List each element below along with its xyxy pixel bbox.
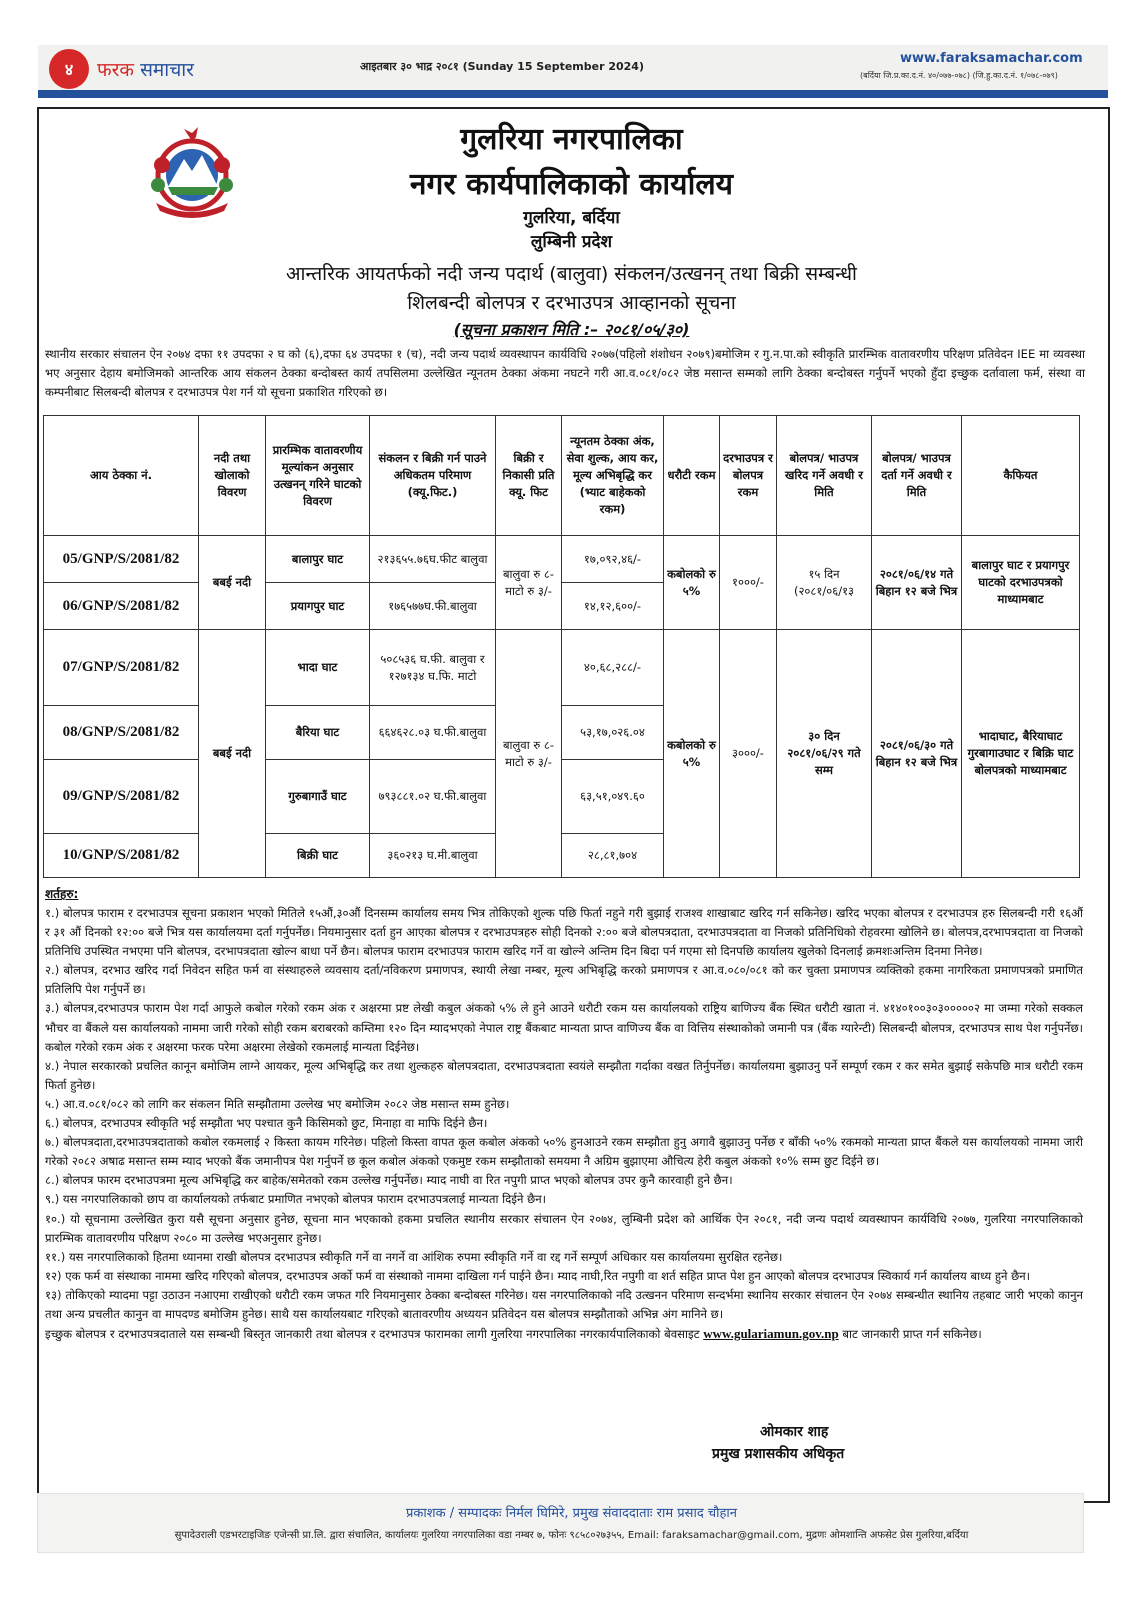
max-quantity: ७९३८८१.०२ घ.फी.बालुवा: [370, 760, 496, 834]
page-number-badge: ४: [49, 49, 89, 89]
purchase-period: ३० दिन २०८१/०६/२९ गते सम्म: [777, 630, 872, 878]
intro-paragraph: स्थानीय सरकार संचालन ऐन २०७४ दफा ११ उपदफा २ घ को (६),दफा ६४ उपदफा १ (च), नदी जन्य पदार्थ व्यवस्थापन कार्यविधि २०७७(पहिलो शंशोधन २०७९)बमोजिम र गु.न.पा.को स्वीकृति प्रारम्भिक वातावरणीय परिक्षण प्रतिवेदन IEE मा व्यवस्था भए अनुसार देहाय बमोजिमको आन्तरिक आय संकलन ठेक्का बन्दोबस्त कार्य तपसिलमा उल्लेखित न्यूनतम ठेक्का अंकमा नघटने गरी आ.व.०८१/०८२ जेष्ठ मसान्त सम्मको लागि ठेक्का बन्दोबस्त गर्नुपर्ने भएकोे हुँदा इच्छुक दर्तावाला फर्म, संस्था वा कम्पनीबाट सिलबन्दी बोलपत्र र दरभाउपत्र पेश गर्न यो सूचना प्रकाशित गरिएको छ।: [45, 347, 1085, 399]
contract-code: 10/GNP/S/2081/82: [44, 834, 199, 878]
tender-table: [43, 415, 1080, 878]
deposit-amount: कबोलको रु ५%: [664, 630, 720, 878]
condition-item: ५.) आ.व.०८१/०८२ को लागि कर संकलन मिति सम्झौतामा उल्लेख भए बमोजिम २०८२ जेष्ठ मसान्त सम्म हुनेछ।: [45, 1096, 510, 1111]
newspaper-footer: [37, 1493, 1084, 1553]
table-row: [44, 536, 1080, 583]
table-row: [44, 630, 1080, 706]
max-quantity: ६६४६२८.०३ घ.फी.बालुवा: [370, 706, 496, 760]
municipality-name: गुलरिया नगरपालिका: [460, 122, 683, 157]
closing-paragraph: [45, 1324, 1083, 1344]
signatory-name: ओमकार शाह: [760, 1424, 829, 1440]
ghat-name: बिक्री घाट: [266, 834, 370, 878]
brand-word-1: फरक: [97, 59, 135, 81]
column-header: नदी तथा खोलाको विवरण: [199, 416, 266, 536]
condition-item: ४.) नेपाल सरकारको प्रचलित कानून बमोजिम लाग्ने आयकर, मूल्य अभिबृद्धि कर तथा शुल्कहरु बोलपत्रदाता, दरभाउपत्रदाता स्वयंले सम्झौता गर्दाका वखत तिर्नुपर्नेछ। कार्यालयमा बुझाउनु पर्ने सम्पूर्ण रकम र कर समेत बुझाई सकेपछि मात्र धरौटी रकम फिर्ता हुनेछ।: [45, 1058, 1083, 1092]
newspaper-brand: [97, 56, 194, 82]
sale-rate: बालुवा रु ८- माटो रु ३/-: [496, 536, 562, 630]
province-name: लुम्बिनी प्रदेश: [530, 232, 613, 252]
minimum-amount: ५३,१७,०२६.०४: [562, 706, 664, 760]
condition-item: ७.) बोलपत्रदाता,दरभाउपत्रदाताको कबोल रकमलाई २ किस्ता कायम गरिनेछ। पहिलो किस्ता वापत कूल कबोल अंकको ५०% हुनआउने रकम सम्झौता हुनु अगावै बुझाउनु पर्नेछ र बाँकी ५०% रकमको मान्यता प्राप्त बैंकले यस कार्यालयको नाममा जारी गरेको २०८२ अषाढ मसान्त सम्म म्याद भएको बैंक जमानीपत्र पेश गर्नुपर्ने छ कूल कबोल अंकको एकमुष्ट रकम सम्झौताको समयमा नै अग्रिम बुझाएमा औचित्य हेरी कबुल अंकको १०% सम्म छुट दिईने छ।: [45, 1135, 1083, 1169]
contract-code: 09/GNP/S/2081/82: [44, 760, 199, 834]
contract-code: 05/GNP/S/2081/82: [44, 536, 199, 583]
column-header: दरभाउपत्र र बोलपत्र रकम: [720, 416, 777, 536]
ghat-name: भादा घाट: [266, 630, 370, 706]
contract-code: 08/GNP/S/2081/82: [44, 706, 199, 760]
condition-item: ६.) बोलपत्र, दरभाउपत्र स्वीकृति भई सम्झौता भए पश्चात कुनै किसिमको छुट, मिनाहा वा माफि दिईने छैन।: [45, 1116, 488, 1131]
river-name: बबई नदी: [199, 536, 266, 630]
condition-item: ३.) बोलपत्र,दरभाउपत्र फाराम पेश गर्दा आफुले कबोल गरेको रकम अंक र अक्षरमा प्रष्ट लेखी कबुल अंकको ५% ले हुने आउने धरौटी रकम यस कार्यालयको राष्ट्रिय बाणिज्य बैंक स्थित धरौटी खाता नं. ४१४०१००३०३०००००२ मा जम्मा गरेको सक्कल भौचर वा बैंकले यस कार्यालयको नाममा जारी गरेको सोही रकम बराबरको कम्तिमा १२० दिन म्यादभएको नेपाल राष्ट्र बैंकबाट मान्यता प्राप्त वाणिज्य बैंक वा वित्तिय संस्थाकोको जमानी पत्र (बैंक ग्यारेन्टी) सिलबन्दी बोलपत्र, दरभाउपत्र साथ पेश गर्नुपर्नेछ। कबोल गरेको रकम अंक र अक्षरमा फरक परेमा अक्षरमा लेखेको रकमलाई मान्यता दिईनेछ।: [45, 1001, 1083, 1054]
registration-info: (बर्दिया जि.प्र.का.द.नं. ४०/०७७-०७८) (जि.हु.का.द.नं. १/०७८-०७९): [860, 71, 1058, 80]
max-quantity: २१३६५५.७६घ.फीट बालुवा: [370, 536, 496, 583]
column-header: कैफियत: [962, 416, 1080, 536]
publish-date: (सूचना प्रकाशन मिति :– २०८१/०५/३०): [453, 320, 690, 339]
ghat-name: बालापुर घाट: [266, 536, 370, 583]
header-divider: [38, 90, 1108, 98]
bid-fee: १०००/-: [720, 536, 777, 630]
column-header: बोलपत्र/ भाउपत्र दर्ता गर्ने अवधी र मिति: [872, 416, 962, 536]
closing-text-end: बाट जानकारी प्राप्त गर्न सकिनेछ।: [842, 1327, 982, 1342]
column-header: न्यूनतम ठेक्का अंक, सेवा शुल्क, आय कर, मूल्य अभिबृद्धि कर (भ्याट बाहेकको रकम): [562, 416, 664, 536]
remarks: भादाघाट, बैरियाघाट गुरबागाउघाट र बिक्रि घाट बोलपत्रको माध्यामबाट: [962, 630, 1080, 878]
signatory-title: प्रमुख प्रशासकीय अधिकृत: [712, 1446, 845, 1462]
condition-item: ९.) यस नगरपालिकाको छाप वा कार्यालयको तर्फबाट प्रमाणित नभएको बोलपत्र फाराम दरभाउपत्रलाई मान्यता दिईने छैन।: [45, 1192, 547, 1207]
table-header-row: [44, 416, 1080, 536]
column-header: बिक्री र निकासी प्रति क्यू. फिट: [496, 416, 562, 536]
issue-date: आइतबार ३० भाद्र २०८१ (Sunday 15 September 2024): [360, 60, 644, 73]
condition-item: २.) बोलपत्र, दरभाउ खरिद गर्दा निवेदन सहित फर्म वा संस्थाहरुले व्यवसाय दर्ता/नविकरण प्रमाणपत्र, स्थायी लेखा नम्बर, मूल्य अभिबृद्धि करको प्रमाणपत्र र आ.व.०८०/०८१ को कर चुक्ता प्रमाणपत्र व्यक्तिको हकमा नागरिकता प्रमाणपत्रको प्रमाणित प्रतिलिपि पेश गर्नुपर्ने छ।: [45, 963, 1083, 997]
closing-text: इच्छुक बोलपत्र र दरभाउपत्रदाताले यस सम्बन्धी बिस्तृत जानकारी तथा बोलपत्र र दरभाउपत्र फारामका लागी गुलरिया नगरपालिका नगरकार्यपालिकाको बेवसाइट: [45, 1327, 700, 1342]
deposit-amount: कबोलको रु ५%: [664, 536, 720, 630]
ghat-name: बैरिया घाट: [266, 706, 370, 760]
registration-period: २०८१/०६/३० गते बिहान १२ बजे भित्र: [872, 630, 962, 878]
notice-subject-line-2: शिलबन्दी बोलपत्र र दरभाउपत्र आव्हानको सूचना: [407, 292, 736, 314]
ghat-name: प्रयागपुर घाट: [266, 583, 370, 630]
condition-item: १३) तोकिएको म्यादमा पट्टा उठाउन नआएमा राखीएको धरौटी रकम जफत गरि नियमानुसार ठेक्का बन्दोबस्त गरिनेछ। यस नगरपालिकाको नदि उत्खनन परिमाण सन्दर्भमा स्थानिय सरकार संचालन ऐन २०७४ सम्बन्धीत स्थानिय तहबाट जारी भएको कानुन तथा अन्य प्रचलीत कानुन वा मापदण्ड बमोजिम हुनेछ। साथै यस कार्यालयबाट गरिएको बातावरणीय अध्ययन प्रतिवेदन यस बोलपत्र सम्झौताको अभिन्न अंग मानिने छ।: [45, 1287, 1083, 1321]
purchase-period: १५ दिन (२०८१/०६/१३: [777, 536, 872, 630]
contract-code: 06/GNP/S/2081/82: [44, 583, 199, 630]
condition-item: १.) बोलपत्र फाराम र दरभाउपत्र सूचना प्रकाशन भएको मितिले १५औं,३०औं दिनसम्म कार्यालय समय भित्र तोकिएको शुल्क पछि फिर्ता नहुने गरी बुझाई राजश्व शाखाबाट खरिद गर्न सकिनेछ। खरिद भएका बोलपत्र र दरभाउपत्र हरु सिलबन्दी गरी १६औं र ३१ औं दिनको १२:०० बजे भित्र यस कार्यालयमा दर्ता गर्नुपर्नेछ। नियमानुसार दर्ता हुन आएका बोलपत्र र दरभाउपत्रहरु सोही दिनको २:०० बजे बोलपत्रदाता, दरभाउपत्रदाता वा निजको प्रतिनिधिको रोहवरमा खोलिने छ। बोलपत्र,दरभापत्रदाता वा निजको प्रतिनिधि उपस्थित नभएमा पनि बोलपत्र, दरभापत्रदाता खोल्न बाधा पर्ने छैन। बोलपत्र फाराम दरभाउपत्र फाराम खरिद गर्ने वा खोल्ने अन्तिम दिन बिदा पर्न गएमा सो दिनपछि कार्यालय खुलेको दिनलाई क्रमशःअन्तिम दिनमा निनेछ।: [45, 906, 1084, 959]
remarks: बालापुर घाट र प्रयागपुर घाटको दरभाउपत्रको माध्यामबाट: [962, 536, 1080, 630]
max-quantity: १७६५७७घ.फी.बालुवा: [370, 583, 496, 630]
sale-rate: बालुवा रु ८- माटो रु ३/-: [496, 630, 562, 878]
contract-code: 07/GNP/S/2081/82: [44, 630, 199, 706]
condition-item: ११.) यस नगरपालिकाको हितमा ध्यानमा राखी बोलपत्र दरभाउपत्र स्वीकृति गर्ने वा नगर्ने वा आंशिक रुपमा स्वीकृति गर्ने वा रद्द गर्ने सम्पूर्ण अधिकार यस कार्यालयमा सुरक्षित रहनेछ।: [45, 1249, 783, 1264]
brand-word-2: समाचार: [140, 59, 194, 81]
minimum-amount: ४०,६८,२८८/-: [562, 630, 664, 706]
notice-subject-line-1: आन्तरिक आयतर्फको नदी जन्य पदार्थ (बालुवा) संकलन/उत्खनन् तथा बिक्री सम्बन्धी: [286, 263, 857, 285]
column-header: प्रारम्भिक वातावरणीय मूल्यांकन अनुसार उत्खनन् गरिने घाटको विवरण: [266, 416, 370, 536]
conditions-heading: शर्तहरु:: [45, 887, 79, 901]
column-header: संकलन र बिक्री गर्न पाउने अधिकतम परिमाण (क्यू.फिट.): [370, 416, 496, 536]
conditions-list: [45, 904, 1083, 1344]
municipality-website-link[interactable]: www.gulariamun.gov.np: [703, 1326, 839, 1342]
registration-period: २०८१/०६/१४ गते बिहान १२ बजे भित्र: [872, 536, 962, 630]
river-name: बबई नदी: [199, 630, 266, 878]
bid-fee: ३०००/-: [720, 630, 777, 878]
office-location: गुलरिया, बर्दिया: [523, 208, 620, 228]
column-header: बोलपत्र/ भाउपत्र खरिद गर्ने अवधी र मिति: [777, 416, 872, 536]
condition-item: १२) एक फर्म वा संस्थाका नाममा खरिद गरिएको बोलपत्र, दरभाउपत्र अर्को फर्म वा संस्थाको नाममा दाखिला गर्न पाईने छैन। म्याद नाघी,रित नपुगी वा शर्त सहित प्राप्त पेश हुन आएको बोलपत्र दरभाउपत्र स्विकार्य गर्न कार्यालय बाध्य हुने छैन।: [45, 1268, 1031, 1283]
minimum-amount: ६३,५१,०४९.६०: [562, 760, 664, 834]
minimum-amount: १७,०९२,४६/-: [562, 536, 664, 583]
minimum-amount: २८,८१,७०४: [562, 834, 664, 878]
column-header: धरौटी रकम: [664, 416, 720, 536]
column-header: आय ठेक्का नं.: [44, 416, 199, 536]
office-name: नगर कार्यपालिकाको कार्यालय: [409, 167, 734, 202]
minimum-amount: १४,१२,६००/-: [562, 583, 664, 630]
max-quantity: ५०८५३६ घ.फी. बालुवा र १२७१३४ घ.फि. माटो: [370, 630, 496, 706]
ghat-name: गुरुबागाउँ घाट: [266, 760, 370, 834]
condition-item: ८.) बोलपत्र फारम दरभाउपत्रमा मूल्य अभिबृद्धि कर बाहेक/समेतको रकम उल्लेख गर्नुपर्नेछ। म्याद नाघी वा रित नपुगी प्राप्त भएको बोलपत्र उपर कुनै कारवाही हुने छैन।: [45, 1173, 733, 1188]
condition-item: १०.) यो सूचनामा उल्लेखित कुरा यसै सूचना अनुसार हुनेछ, सूचना मान भएकाको हकमा प्रचलित स्थानीय सरकार संचालन ऐन २०७४, लुम्बिनी प्रदेश को आर्थिक ऐन २०८१, नदी जन्य पदार्थ व्यवस्थापन कार्यविधि २०७७, गुलरिया नगरपालिकाको प्रारम्भिक वातावरणीय परिक्षण २०८० मा उल्लेख भएअनुसार हुनेछ।: [45, 1211, 1083, 1245]
website-link[interactable]: www.faraksamachar.com: [900, 51, 1083, 66]
max-quantity: ३६०२१३ घ.मी.बालुवा: [370, 834, 496, 878]
publisher-line: प्रकाशक / सम्पादकः निर्मल घिमिरे, प्रमुख संवाददाताः राम प्रसाद चौहान: [406, 1506, 737, 1521]
imprint-line: सुपादेउराली एडभरटाइजिङ एजेन्सी प्रा.लि. द्वारा संचालित, कार्यालयः गुलरिया नगरपालिका वडा नम्बर ७, फोनः ९८५८०२७३५५, Email: faraksamachar@gmail.com, मुद्रणः ओमशान्ति अफसेट प्रेस गुलरिया,बर्दिया: [174, 1530, 969, 1541]
